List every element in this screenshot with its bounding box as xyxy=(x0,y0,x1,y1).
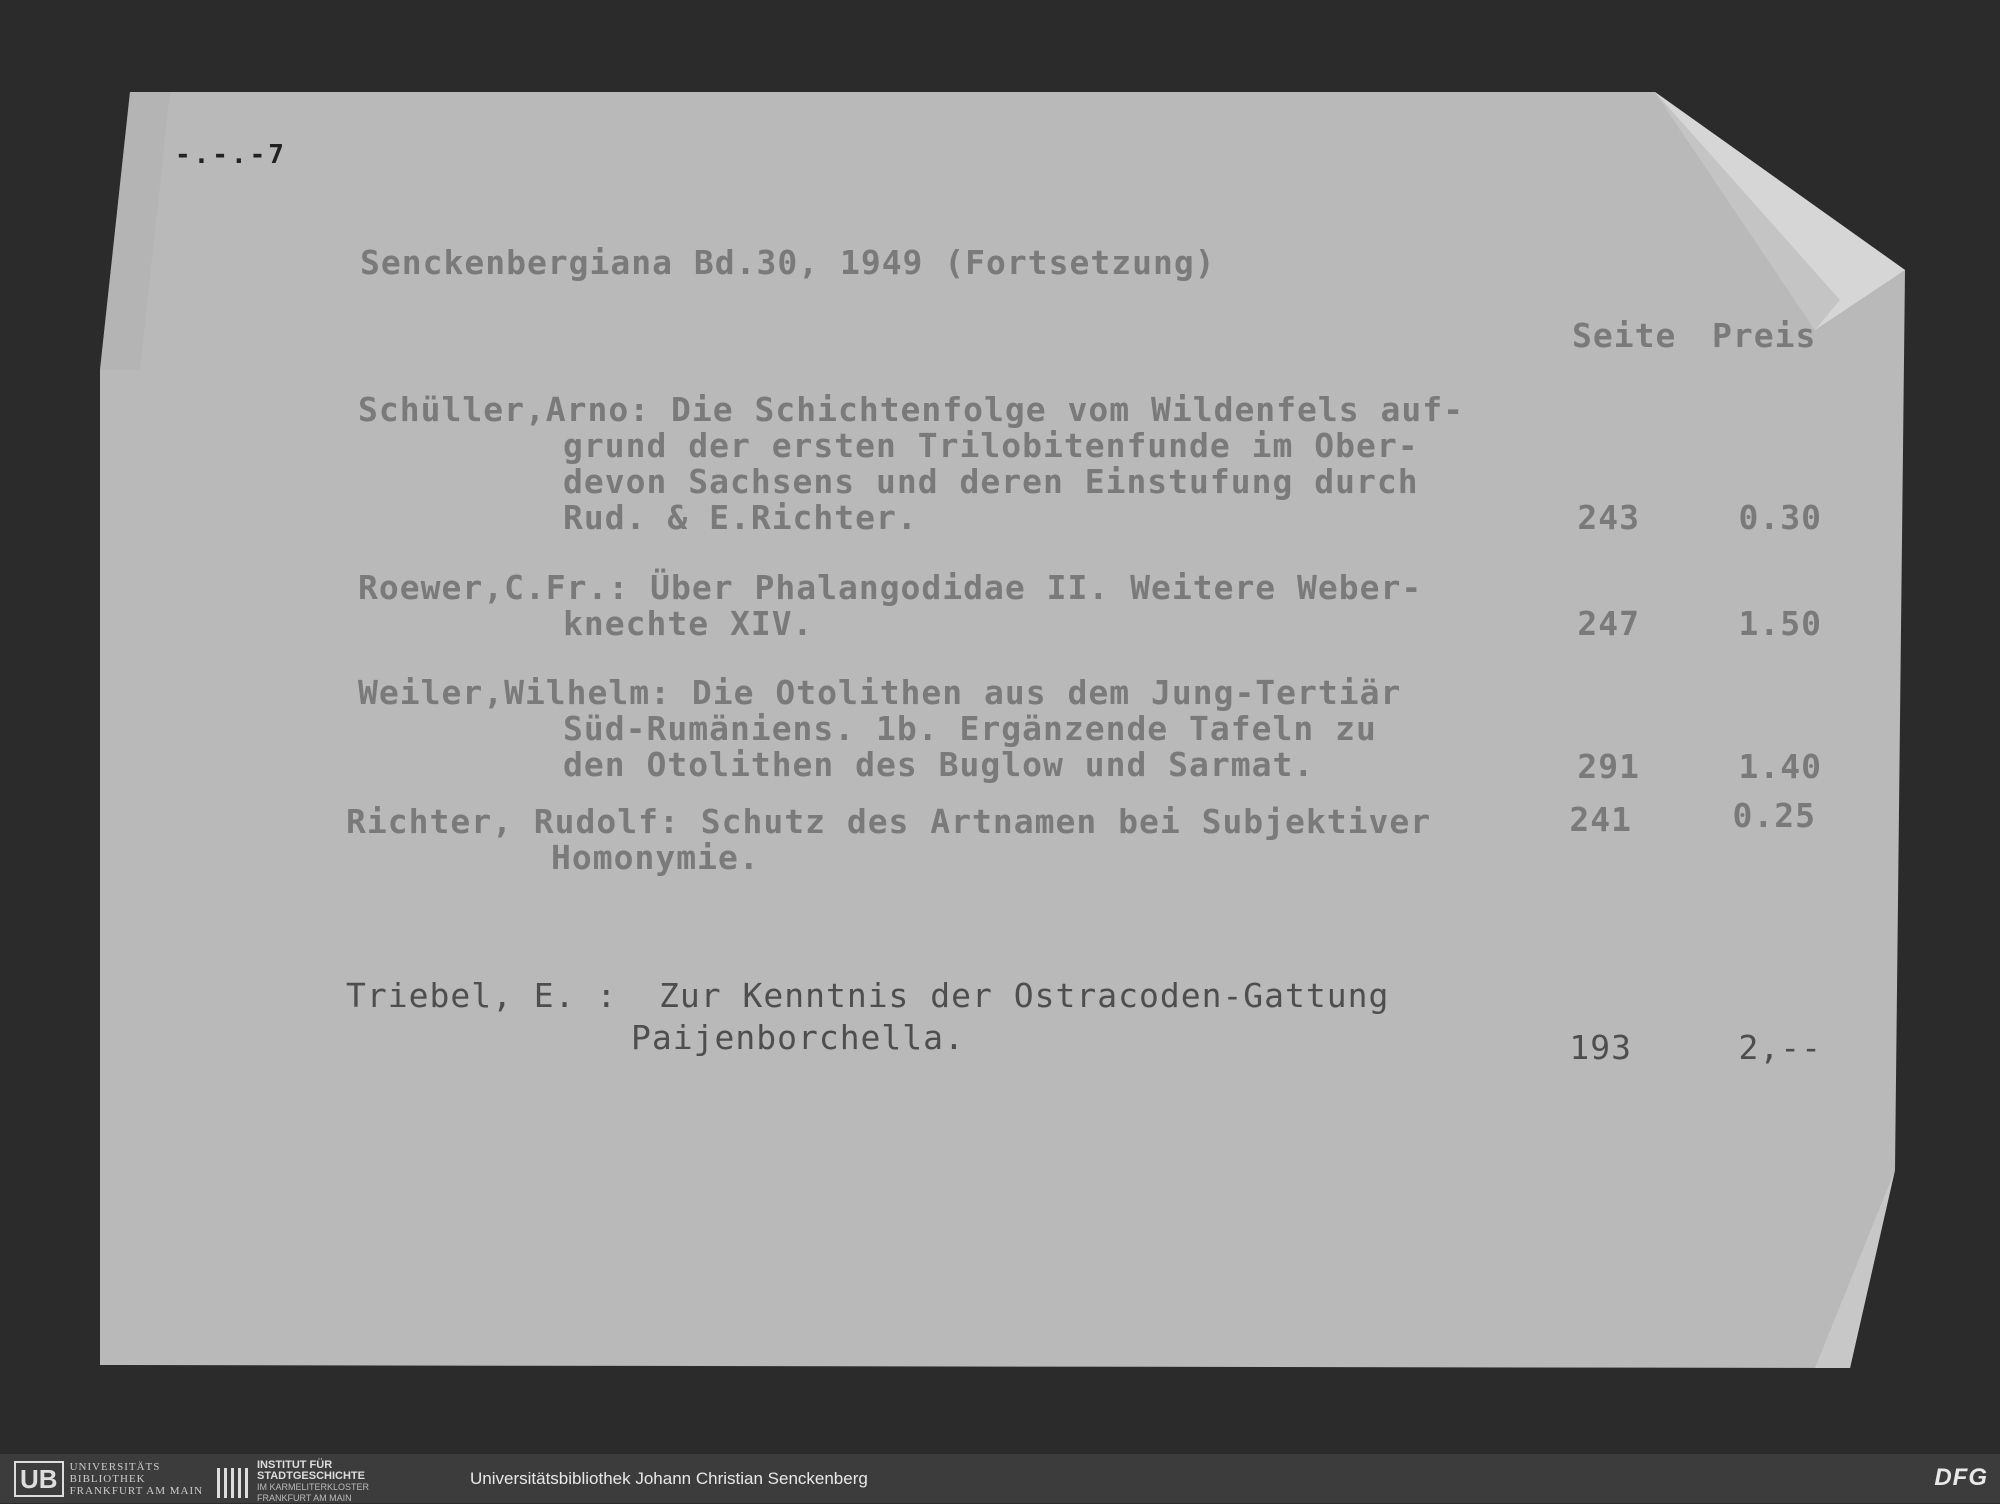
entry-page: 291 xyxy=(1577,747,1640,786)
footer-library-name: Universitätsbibliothek Johann Christian Senckenberg xyxy=(470,1469,868,1488)
entry-line: Triebel, E. : Zur Kenntnis der Ostracoden-Gattung xyxy=(346,976,1390,1015)
ub-logo-mark: UB xyxy=(14,1461,64,1497)
entry-page: 193 xyxy=(1569,1028,1632,1067)
inst-text-line: INSTITUT FÜR xyxy=(257,1459,333,1471)
document-heading: Senckenbergiana Bd.30, 1949 (Fortsetzung) xyxy=(360,243,1216,282)
entry-line: Paijenborchella. xyxy=(318,1018,965,1057)
entry-page: 241 xyxy=(1569,800,1632,839)
building-icon xyxy=(215,1464,249,1500)
ub-text-line: UNIVERSITÄTS xyxy=(69,1461,161,1473)
inst-text-line: STADTGESCHICHTE xyxy=(257,1470,365,1482)
footer-bar xyxy=(0,1454,2000,1503)
institute-logo[interactable] xyxy=(215,1460,369,1504)
entry-price: 1.50 xyxy=(1738,604,1822,643)
entry-price: 0.25 xyxy=(1732,796,1816,835)
entry-line: Roewer,C.Fr.: Über Phalangodidae II. Weitere Weber- xyxy=(358,568,1423,607)
entry-page: 243 xyxy=(1577,498,1640,537)
entry-line: knechte XIV. xyxy=(250,604,814,643)
institute-logo-text xyxy=(257,1460,369,1504)
entry-line: Richter, Rudolf: Schutz des Artnamen bei Subjektiver xyxy=(346,802,1432,841)
ub-logo-text xyxy=(70,1461,204,1497)
entry-price: 2,-- xyxy=(1738,1028,1822,1067)
inst-text-line: FRANKFURT AM MAIN xyxy=(257,1493,352,1503)
dfg-logo[interactable]: DFG xyxy=(1934,1464,1988,1491)
entry-line: Homonymie. xyxy=(238,838,760,877)
entry-price: 1.40 xyxy=(1738,747,1822,786)
column-header-page: Seite xyxy=(1572,316,1677,355)
entry-line: Rud. & E.Richter. xyxy=(250,498,918,537)
entry-line: grund der ersten Trilobitenfunde im Ober- xyxy=(250,426,1419,465)
entry-line: den Otolithen des Buglow und Sarmat. xyxy=(250,745,1315,784)
entry-line: Schüller,Arno: Die Schichtenfolge vom Wildenfels auf- xyxy=(358,390,1464,429)
entry-line: Süd-Rumäniens. 1b. Ergänzende Tafeln zu xyxy=(250,709,1377,748)
entry-line: devon Sachsens und deren Einstufung durch xyxy=(250,462,1419,501)
entry-line: Weiler,Wilhelm: Die Otolithen aus dem Jung-Tertiär xyxy=(358,673,1402,712)
ub-text-line: FRANKFURT AM MAIN xyxy=(69,1485,204,1497)
entry-page: 247 xyxy=(1577,604,1640,643)
inst-text-line: IM KARMELITERKLOSTER xyxy=(257,1482,370,1492)
column-header-price: Preis xyxy=(1712,316,1817,355)
entry-price: 0.30 xyxy=(1738,498,1822,537)
ub-logo[interactable] xyxy=(14,1460,203,1498)
ub-text-line: BIBLIOTHEK xyxy=(69,1473,146,1485)
corner-mark: -.-.-7 xyxy=(175,140,287,170)
